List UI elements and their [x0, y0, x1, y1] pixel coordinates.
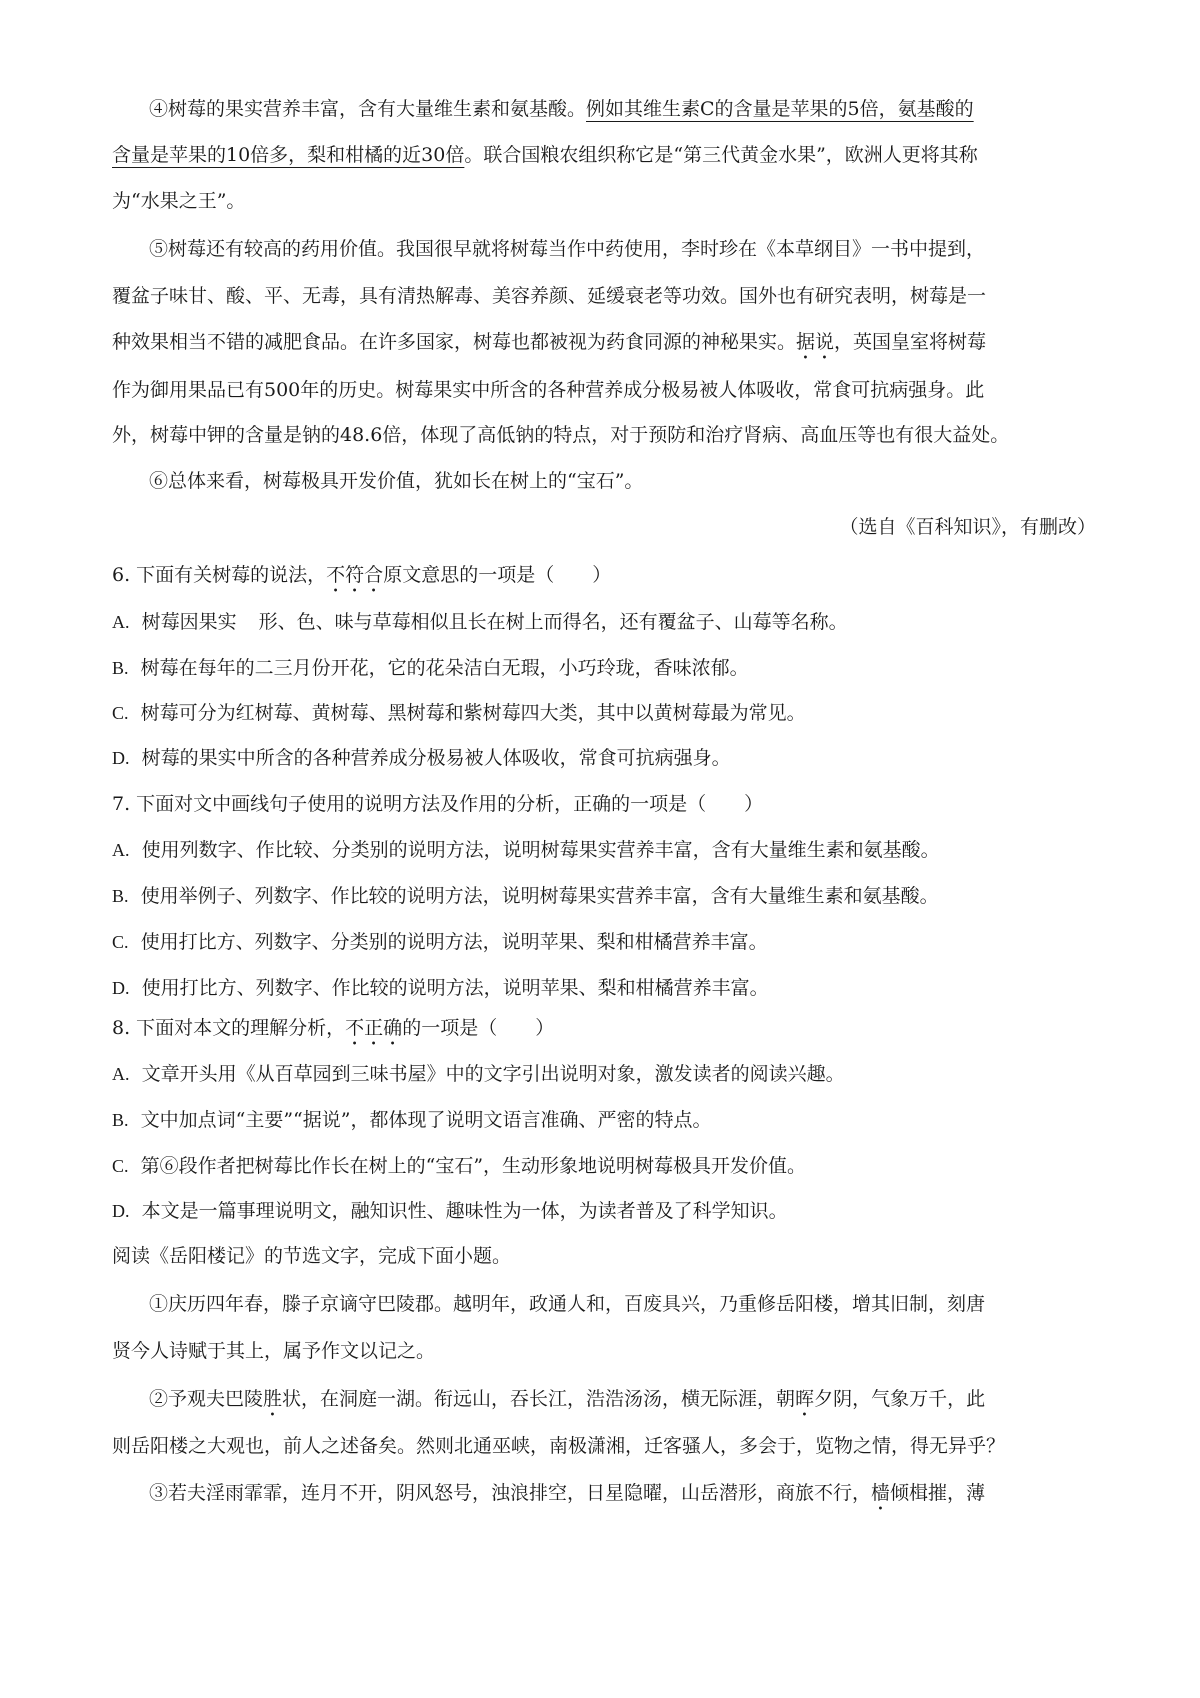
p5-line-3 — [112, 327, 986, 364]
dotted-word: 胜 — [263, 1388, 283, 1410]
p5-line-4: 作为御用果品已有500年的历史。树莓果实中所含的各种营养成分极易被人体吸收，常食可抗病强身。此 — [112, 379, 985, 401]
option-text: 树莓的果实中所含的各种营养成分极易被人体吸收，常食可抗病强身。 — [141, 747, 731, 769]
y3-text: ③若夫淫雨霏霏，连月不开，阴风怒号，浊浪排空，日星隐曜，山岳潜形，商旅不行， — [149, 1482, 872, 1504]
y3-text: 倾楫摧，薄 — [890, 1482, 986, 1504]
y2-line-1 — [149, 1384, 985, 1421]
q6-option-d — [112, 743, 731, 770]
option-letter: B. — [112, 886, 129, 906]
option-text: 形、色、味与草莓相似且长在树上而得名，还有覆盆子、山莓等名称。 — [258, 611, 848, 633]
option-letter: D. — [112, 1201, 130, 1221]
dotted-word: 晖 — [795, 1388, 815, 1410]
q6-option-c — [112, 698, 806, 725]
y1-line-1: ①庆历四年春，滕子京谪守巴陵郡。越明年，政通人和，百废具兴，乃重修岳阳楼，增其旧制，刻唐 — [149, 1293, 986, 1315]
option-letter: C. — [112, 932, 129, 952]
reading-intro: 阅读《岳阳楼记》的节选文字，完成下面小题。 — [112, 1245, 512, 1267]
underlined-sentence: 含量是苹果的10倍多，梨和柑橘的近30倍 — [112, 144, 465, 166]
p5-line-5: 外，树莓中钾的含量是钠的48.6倍，体现了高低钠的特点，对于预防和治疗肾病、高血压等也有很大益处。 — [112, 424, 1010, 446]
source-citation: （选自《百科知识》，有删改） — [839, 516, 1096, 538]
q8-stem-text: 的一项是（ ） — [402, 1017, 555, 1039]
p5-line-2: 覆盆子味甘、酸、平、无毒，具有清热解毒、美容养颜、延缓衰老等功效。国外也有研究表明，树莓是一 — [112, 285, 987, 307]
y2-text: ②予观夫巴陵 — [149, 1388, 264, 1410]
q8-option-d — [112, 1196, 788, 1223]
option-letter: A. — [112, 612, 130, 632]
q6-option-a — [112, 607, 848, 634]
p5-text: 种效果相当不错的减肥食品。在许多国家，树莓也都被视为药食同源的神秘果实。 — [112, 331, 797, 353]
q6-stem-text: 6. 下面有关树莓的说法， — [112, 564, 327, 586]
option-text: 使用列数字、作比较、分类别的说明方法，说明树莓果实营养丰富，含有大量维生素和氨基酸。 — [141, 839, 940, 861]
dotted-word: 不符合 — [326, 564, 384, 586]
q8-option-c — [112, 1151, 806, 1178]
option-letter: C. — [112, 703, 129, 723]
p4-text: 。联合国粮农组织称它是“第三代黄金水果”，欧洲人更将其称 — [464, 144, 978, 166]
y2-line-2: 则岳阳楼之大观也，前人之述备矣。然则北通巫峡，南极潇湘，迁客骚人，多会于，览物之情，得无异乎？ — [112, 1435, 1006, 1457]
q7-option-b — [112, 881, 939, 908]
option-letter: D. — [112, 978, 130, 998]
underlined-sentence: 例如其维生素C的含量是苹果的5倍，氨基酸的 — [586, 98, 974, 120]
option-text: 本文是一篇事理说明文，融知识性、趣味性为一体，为读者普及了科学知识。 — [141, 1200, 788, 1222]
option-letter: B. — [112, 1110, 129, 1130]
option-letter: A. — [112, 1064, 130, 1084]
p4-line-1 — [149, 94, 974, 121]
option-letter: C. — [112, 1156, 129, 1176]
q8-option-a — [112, 1059, 845, 1086]
option-text: 使用举例子、列数字、作比较的说明方法，说明树莓果实营养丰富，含有大量维生素和氨基酸。 — [140, 885, 939, 907]
dotted-word: 樯 — [871, 1482, 891, 1504]
option-text: 第⑥段作者把树莓比作长在树上的“宝石”，生动形象地说明树莓极具开发价值。 — [140, 1155, 807, 1177]
option-text: 使用打比方、列数字、分类别的说明方法，说明苹果、梨和柑橘营养丰富。 — [140, 931, 768, 953]
q6-stem-text: 原文意思的一项是（ ） — [383, 564, 612, 586]
option-text: 文章开头用《从百草园到三味书屋》中的文字引出说明对象，激发读者的阅读兴趣。 — [141, 1063, 845, 1085]
q7-option-a — [112, 835, 940, 862]
q8-stem — [112, 1013, 554, 1050]
p5-text: ，英国皇室将树莓 — [834, 331, 987, 353]
option-text: 树莓可分为红树莓、黄树莓、黑树莓和紫树莓四大类，其中以黄树莓最为常见。 — [140, 702, 806, 724]
option-text: 树莓在每年的二三月份开花，它的花朵洁白无瑕，小巧玲珑，香味浓郁。 — [140, 657, 749, 679]
q7-option-d — [112, 973, 769, 1000]
option-letter: D. — [112, 748, 130, 768]
option-letter: A. — [112, 840, 130, 860]
q6-stem — [112, 560, 611, 597]
dotted-word: 据说 — [796, 331, 835, 353]
dotted-word: 不正确 — [345, 1017, 403, 1039]
option-letter: B. — [112, 658, 129, 678]
y2-text: 夕阴，气象万千，此 — [814, 1388, 986, 1410]
q7-option-c — [112, 927, 768, 954]
option-text: 使用打比方、列数字、作比较的说明方法，说明苹果、梨和柑橘营养丰富。 — [141, 977, 769, 999]
p4-text: ④树莓的果实营养丰富，含有大量维生素和氨基酸。 — [149, 98, 587, 120]
y1-line-2: 贤今人诗赋于其上，属予作文以记之。 — [112, 1340, 436, 1362]
q8-option-b — [112, 1105, 711, 1132]
y2-text: 状，在洞庭一湖。衔远山，吞长江，浩浩汤汤，横无际涯，朝 — [282, 1388, 796, 1410]
p6-line: ⑥总体来看，树莓极具开发价值，犹如长在树上的“宝石”。 — [149, 470, 644, 492]
q7-stem: 7. 下面对文中画线句子使用的说明方法及作用的分析，正确的一项是（ ） — [112, 793, 764, 815]
p4-line-3: 为“水果之王”。 — [112, 190, 246, 212]
y3-line-1 — [149, 1478, 985, 1515]
p4-line-2 — [112, 140, 978, 167]
p5-line-1: ⑤树莓还有较高的药用价值。我国很早就将树莓当作中药使用，李时珍在《本草纲目》一书中提到， — [149, 238, 986, 260]
q6-option-b — [112, 653, 749, 680]
option-text: 树莓因果实 — [141, 611, 237, 633]
option-text: 文中加点词“主要”“据说”，都体现了说明文语言准确、严密的特点。 — [140, 1109, 712, 1131]
q8-stem-text: 8. 下面对本文的理解分析， — [112, 1017, 346, 1039]
